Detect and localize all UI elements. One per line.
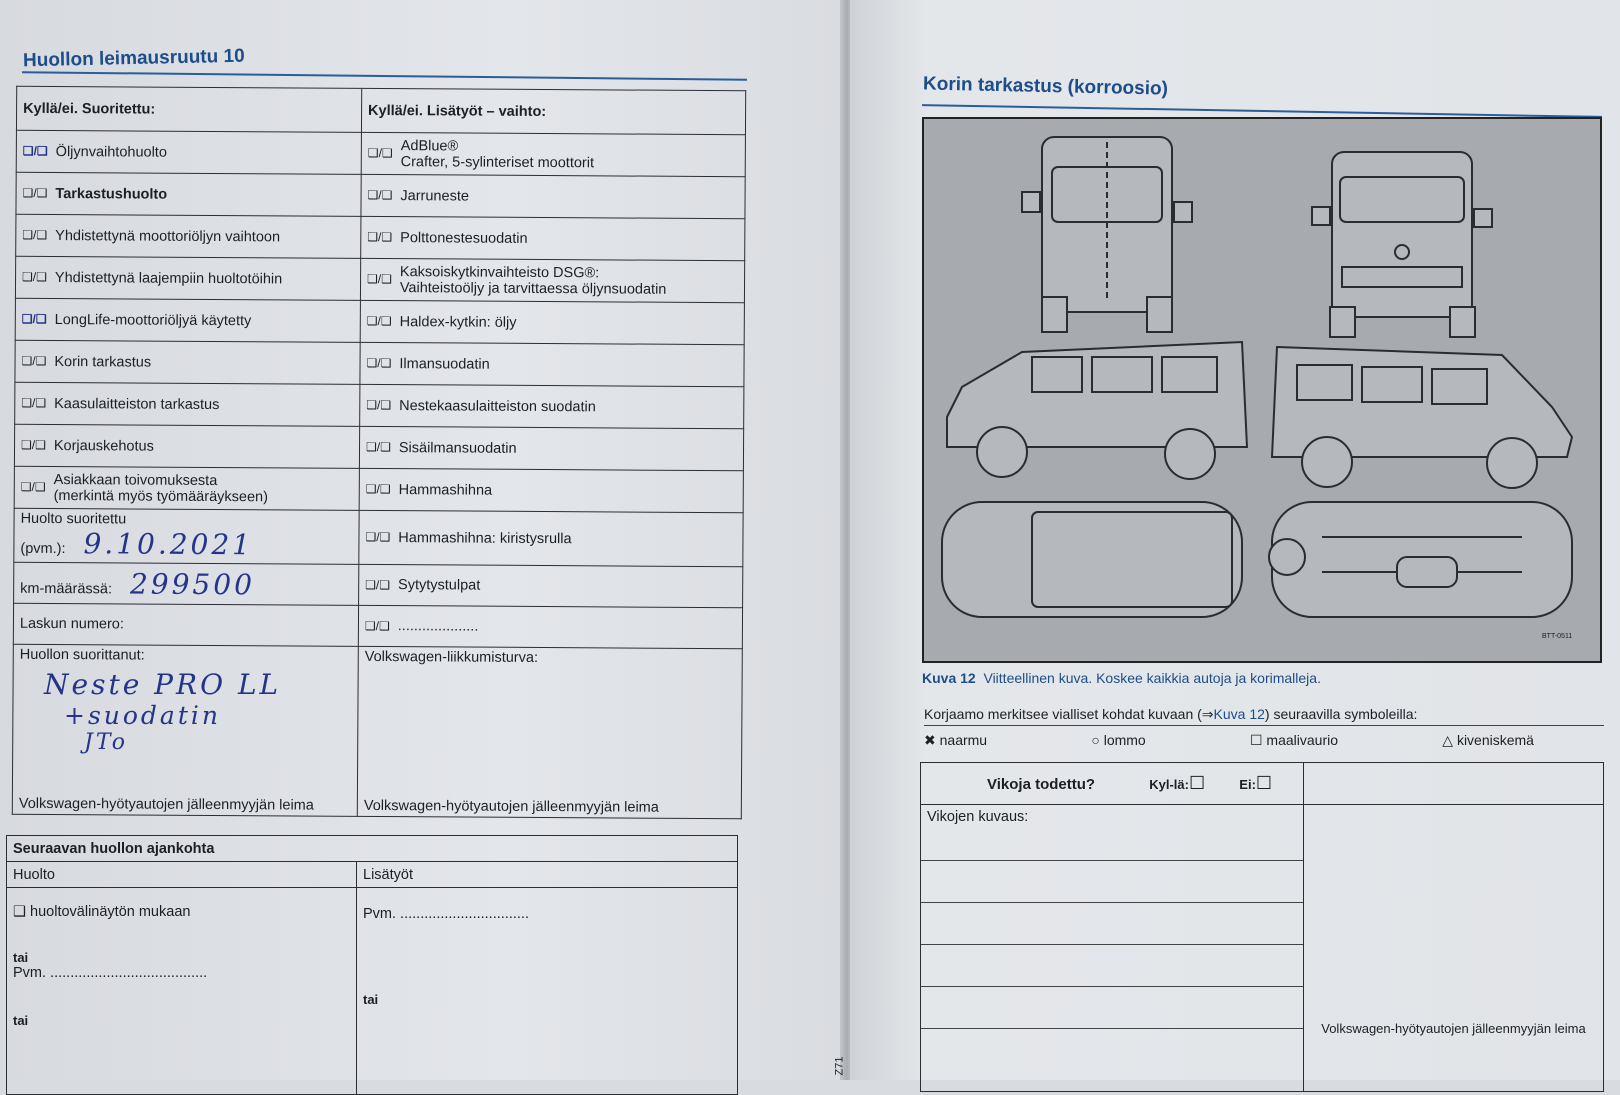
yes-no-checkbox[interactable]: ❑/❑ [366,314,392,329]
item-label: Ilmansuodatin [399,355,490,373]
item-label: Sytytystulpat [398,577,481,594]
item-sublabel: Vaihteistoöljy ja tarvittaessa öljynsuodatin [399,279,667,298]
item-label: Haldex-kytkin: öljy [399,313,517,331]
yes-no-checkbox[interactable]: ❑/❑ [367,146,393,161]
yes-no-checkbox[interactable]: ❑/❑ [21,354,47,369]
yes-no-checkbox[interactable]: ❑/❑ [365,440,391,455]
item-label: .................... [397,618,479,635]
item-label: Polttonestesuodatin [400,229,528,247]
table-row [14,424,743,470]
van-rear-view [1022,137,1192,332]
yes-no-checkbox[interactable]: ❑/❑ [21,396,47,411]
vehicle-diagram [922,117,1602,663]
description-line[interactable] [921,1029,1303,1071]
item-sublabel: (merkintä myös työmääräykseen) [53,487,268,505]
table-row [16,214,745,260]
or-label: tai [13,950,29,965]
col2-header: Kyllä/ei. Lisätyöt – vaihto: [361,88,745,134]
right-page [833,0,1620,1080]
dealer-stamp-label: Volkswagen-hyötyautojen jälleenmyyjän leima [18,795,314,814]
table-row [14,562,743,607]
page-number: Z71 [833,1056,846,1076]
table-row [16,130,745,176]
or-label: tai [363,992,379,1007]
item-sublabel: Crafter, 5-sylinteriset moottorit [400,153,595,171]
next-date-field[interactable]: Pvm. ....................................... [13,965,208,981]
item-label: AdBlue® [400,137,459,154]
item-label: Yhdistettynä laajempiin huoltotöihin [54,269,283,287]
next-service-title: Seuraavan huollon ajankohta [7,836,738,862]
title-rule [22,71,747,81]
yes-checkbox[interactable]: ☐ [1188,773,1206,793]
yes-no-checkbox[interactable]: ❑/❑ [22,228,48,243]
description-line[interactable] [921,987,1303,1029]
van-front-view [1312,152,1492,337]
item-label: Korin tarkastus [54,353,152,371]
no-checkbox[interactable]: ☐ [1255,773,1273,793]
title-rule [922,104,1602,118]
symbol-kiveniskemä: △ kiveniskemä [1442,732,1534,748]
yes-no-checkbox[interactable]: ❑/❑ [367,230,393,245]
item-label: Hammashihna: kiristysrulla [398,529,572,547]
yes-no-checkbox[interactable]: ❑/❑ [365,577,391,592]
description-label: Vikojen kuvaus: [921,805,1303,861]
yes-no-checkbox[interactable]: ❑/❑ [367,188,393,203]
description-line[interactable] [921,861,1303,903]
symbol-lommo: ○ lommo [1091,732,1146,748]
next-col2-header: Lisätyöt [357,862,738,888]
item-label: Kaksoiskytkinvaihteisto DSG®: [399,263,600,281]
next-service-table [6,835,738,1095]
next-col1-header: Huolto [7,862,357,888]
item-label: Hammashihna [398,481,493,499]
mobility-label: Volkswagen-liikkumisturva: [364,648,539,666]
yes-no-checkbox[interactable]: ❑/❑ [22,144,48,159]
page-title: Korin tarkastus (korroosio) [922,73,1169,100]
table-row [16,172,745,218]
yes-no-checkbox[interactable]: ❑/❑ [365,530,391,545]
van-underbody-view [1269,502,1572,617]
symbol-maalivaurio: ☐ maalivaurio [1249,732,1339,748]
yes-no-checkbox[interactable]: ❑/❑ [22,186,48,201]
symbol-legend [924,732,1604,749]
yes-no-checkbox[interactable]: ❑/❑ [366,356,392,371]
item-label: LongLife-moottoriöljyä käytetty [54,311,252,329]
description-line[interactable] [921,945,1303,987]
field-label: Huolto suoritettu (pvm.): [20,510,127,558]
figure-link[interactable]: Kuva 12 [1213,706,1265,722]
van-top-view [942,502,1242,617]
item-label: Öljynvaihtohuolto [55,143,167,161]
item-label: Asiakkaan toivomuksesta [53,471,218,489]
yes-no-checkbox[interactable]: ❑/❑ [20,438,46,453]
yes-no-checkbox[interactable]: ❑/❑ [365,482,391,497]
yes-no-checkbox[interactable]: ❑/❑ [367,272,392,287]
handwritten-notes: Neste PRO LL +suodatin JTo [44,668,282,755]
table-row [14,466,743,512]
symbol-naarmu: ✖ naarmu [924,732,988,748]
item-label: Yhdistettynä moottoriöljyn vaihtoon [55,227,281,245]
field-label: km-määrässä: [20,580,113,597]
table-row [14,508,743,566]
yes-no-checkbox[interactable]: ❑/❑ [22,270,47,285]
item-label: Kaasulaitteiston tarkastus [54,395,220,413]
field-label: Laskun numero: [19,615,124,633]
table-row [15,256,744,302]
service-indicator-option[interactable]: ❑ huoltovälinäytön mukaan [13,904,191,920]
page-title: Huollon leimausruutu 10 [22,45,245,72]
yes-no-checkbox[interactable]: ❑/❑ [21,312,47,327]
table-row [15,382,744,428]
instruction-text: Korjaamo merkitsee vialliset kohdat kuvaan (⇒Kuva 12) seuraavilla symboleilla: [924,706,1604,726]
performer-label: Huollon suorittanut: [19,646,145,664]
dealer-stamp-label: Volkswagen-hyötyautojen jälleenmyyjän leima [363,797,659,816]
item-label: Nestekaasulaitteiston suodatin [399,397,596,415]
defects-table: Vikoja todettu? Kyl-lä:☐ Ei:☐ Vikojen kuvaus: Volkswagen-hyötyautojen jälleenmyyjän leima [920,762,1604,1092]
defects-question: Vikoja todettu? [987,776,1096,793]
table-row [13,603,742,648]
extra-date-field[interactable]: Pvm. ................................ [363,906,529,922]
item-label: Sisäilmansuodatin [398,439,517,457]
col1-header: Kyllä/ei. Suoritettu: [16,86,361,132]
figure-code: BTT-0511 [1542,633,1573,640]
dealer-stamp-area: Volkswagen-hyötyautojen jälleenmyyjän leima [1304,805,1604,1092]
table-row [15,340,744,386]
item-label: Jarruneste [400,187,469,205]
item-label: Tarkastushuolto [55,185,168,203]
yes-no-checkbox[interactable]: ❑/❑ [20,480,46,495]
yes-no-checkbox[interactable]: ❑/❑ [364,618,390,633]
handwritten-value[interactable]: 9.10.2021 [83,527,254,562]
figure-caption: Kuva 12 Viitteellinen kuva. Koskee kaikkia autoja ja korimalleja. [922,670,1321,686]
item-label: Korjauskehotus [53,437,154,455]
handwritten-value[interactable]: 299500 [129,566,256,601]
table-row [15,298,744,344]
or-label: tai [13,1013,29,1028]
yes-no-checkbox[interactable]: ❑/❑ [366,398,392,413]
description-line[interactable] [921,903,1303,945]
